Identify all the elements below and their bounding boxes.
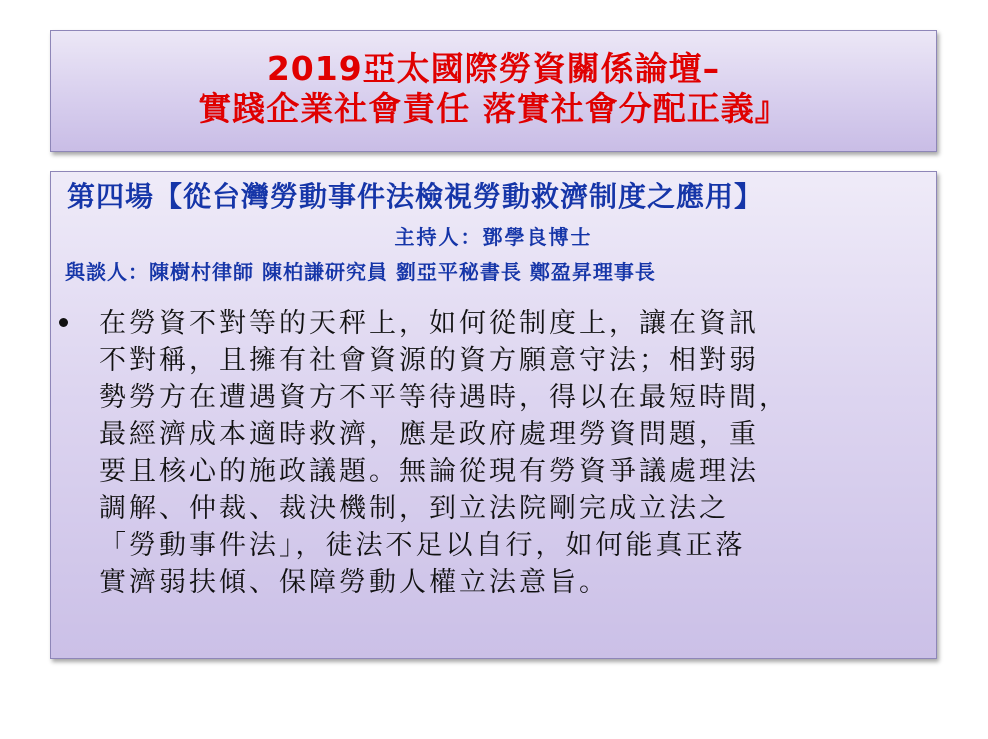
paragraph-line: 調解、仲裁、裁決機制，到立法院剛完成立法之 xyxy=(99,493,729,524)
content-box xyxy=(50,171,937,659)
forum-title-line-2: 實踐企業社會責任 落實社會分配正義』 xyxy=(198,89,789,128)
session-title: 第四場【從台灣勞動事件法檢視勞動救濟制度之應用】 xyxy=(67,180,764,213)
host-line: 主持人：鄧學良博士 xyxy=(394,225,593,249)
paragraph-line: 最經濟成本適時救濟，應是政府處理勞資問題，重 xyxy=(99,419,759,450)
panelists-line: 與談人：陳樹村律師 陳柏謙研究員 劉亞平秘書長 鄭盈昇理事長 xyxy=(65,260,656,284)
paragraph-line: 要且核心的施政議題。無論從現有勞資爭議處理法 xyxy=(99,456,759,487)
paragraph-line: 「勞動事件法」，徒法不足以自行，如何能真正落 xyxy=(99,530,746,561)
paragraph-line: 在勞資不對等的天秤上，如何從制度上，讓在資訊 xyxy=(99,308,759,339)
bullet-paragraph xyxy=(99,305,929,601)
title-box xyxy=(50,30,937,152)
paragraph-line: 不對稱，且擁有社會資源的資方願意守法；相對弱 xyxy=(99,345,759,376)
paragraph-line: 勢勞方在遭遇資方不平等待遇時，得以在最短時間， xyxy=(99,382,789,413)
bullet-icon xyxy=(59,318,68,327)
paragraph-line: 實濟弱扶傾、保障勞動人權立法意旨。 xyxy=(99,567,609,598)
forum-title-line-1: 2019亞太國際勞資關係論壇– xyxy=(266,49,721,88)
